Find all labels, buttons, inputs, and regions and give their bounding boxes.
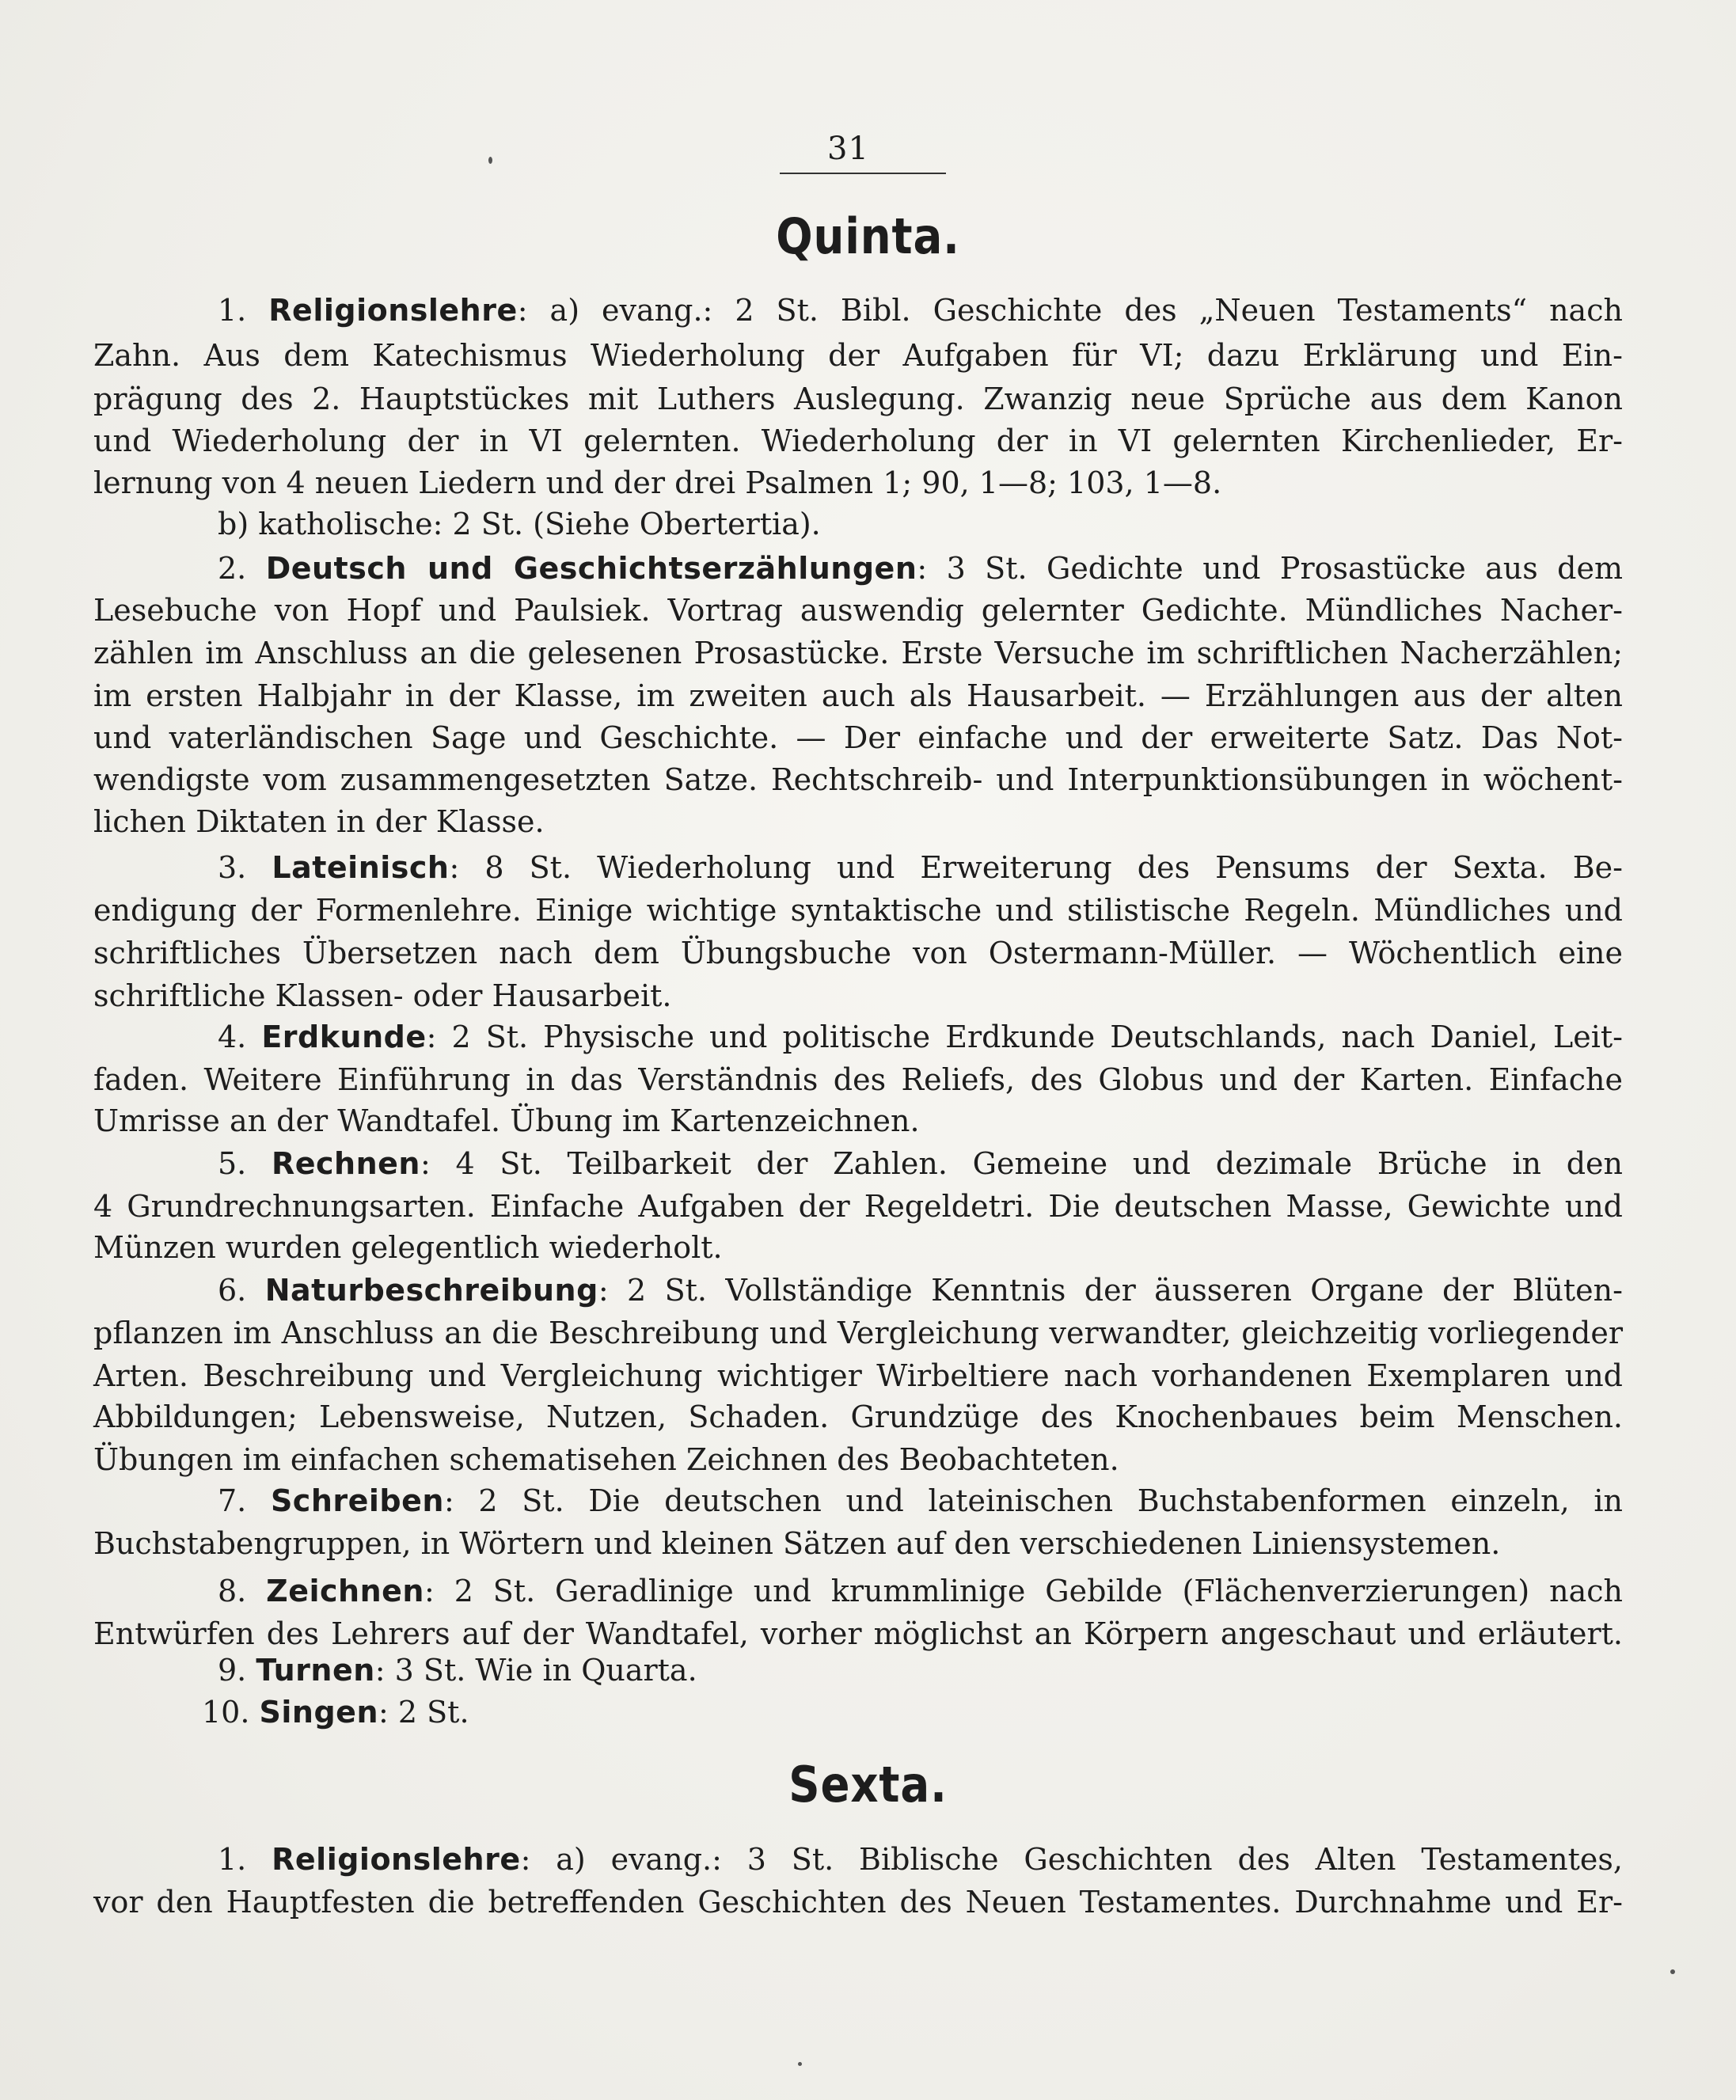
quinta-line: faden. Weitere Einführung in das Verständnis des Reliefs, des Globus und der Karten. Einfache (93, 1062, 1623, 1097)
quinta-line: Arten. Beschreibung und Vergleichung wichtiger Wirbeltiere nach vorhandenen Exemplaren und (93, 1358, 1623, 1393)
page-number: 31 (827, 131, 869, 167)
subject-deutsch: Deutsch und Geschichtserzählungen (265, 551, 917, 586)
sexta-heading: Sexta. (788, 1756, 948, 1813)
subject-zeichnen: Zeichnen (266, 1574, 424, 1608)
subject-religionslehre: Religionslehre (272, 1842, 521, 1877)
quinta-line: Münzen wurden gelegentlich wiederholt. (93, 1230, 723, 1265)
subject-naturbeschreibung: Naturbeschreibung (264, 1273, 598, 1308)
quinta-line: zählen im Anschluss an die gelesenen Prosastücke. Erste Versuche im schriftlichen Nacherzählen; (93, 636, 1623, 670)
page-number-rule (780, 173, 946, 174)
sexta-line: vor den Hauptfesten die betreffenden Geschichten des Neuen Testamentes. Durchnahme und Er- (93, 1885, 1623, 1920)
quinta-line: 9. Turnen: 3 St. Wie in Quarta. (218, 1653, 697, 1688)
quinta-line: endigung der Formenlehre. Einige wichtige syntaktische und stilistische Regeln. Mündliches und (93, 893, 1623, 928)
quinta-line: 1. Religionslehre: a) evang.: 2 St. Bibl. Geschichte des „Neuen Testaments“ nach (218, 293, 1623, 328)
quinta-line: wendigste vom zusammengesetzten Satze. Rechtschreib- und Interpunktionsübungen in wöchent- (93, 762, 1623, 797)
quinta-line: lichen Diktaten in der Klasse. (93, 804, 545, 839)
quinta-line: Entwürfen des Lehrers auf der Wandtafel, vorher möglichst an Körpern angeschaut und erläutert. (93, 1616, 1623, 1651)
quinta-line: Abbildungen; Lebensweise, Nutzen, Schaden. Grundzüge des Knochenbaues beim Menschen. (93, 1399, 1623, 1434)
quinta-heading: Quinta. (776, 207, 960, 265)
quinta-line: b) katholische: 2 St. (Siehe Obertertia). (218, 507, 821, 541)
quinta-line: 4 Grundrechnungsarten. Einfache Aufgaben der Regeldetri. Die deutschen Masse, Gewichte und (93, 1189, 1623, 1224)
quinta-line: Buchstabengruppen, in Wörtern und kleinen Sätzen auf den verschiedenen Liniensystemen. (93, 1526, 1501, 1561)
quinta-line: Umrisse an der Wandtafel. Übung im Kartenzeichnen. (93, 1103, 920, 1138)
sexta-line: 1. Religionslehre: a) evang.: 3 St. Biblische Geschichten des Alten Testamentes, (218, 1842, 1623, 1877)
subject-schreiben: Schreiben (270, 1483, 444, 1518)
subject-turnen: Turnen (256, 1653, 375, 1688)
quinta-line: und Wiederholung der in VI gelernten. Wiederholung der in VI gelernten Kirchenlieder, Er- (93, 423, 1623, 458)
quinta-line: 8. Zeichnen: 2 St. Geradlinige und krummlinige Gebilde (Flächenverzierungen) nach (218, 1574, 1623, 1608)
paper-speck (1670, 1969, 1675, 1974)
quinta-line: pflanzen im Anschluss an die Beschreibung und Vergleichung verwandter, gleichzeitig vorliegender (93, 1316, 1623, 1350)
quinta-line: Lesebuche von Hopf und Paulsiek. Vortrag auswendig gelernter Gedichte. Mündliches Nacher- (93, 593, 1623, 628)
quinta-line: 5. Rechnen: 4 St. Teilbarkeit der Zahlen. Gemeine und dezimale Brüche in den (218, 1146, 1623, 1181)
subject-rechnen: Rechnen (271, 1146, 420, 1181)
quinta-line: 6. Naturbeschreibung: 2 St. Vollständige Kenntnis der äusseren Organe der Blüten- (218, 1273, 1623, 1308)
quinta-line: Übungen im einfachen schematisehen Zeichnen des Beobachteten. (93, 1442, 1119, 1477)
quinta-line: im ersten Halbjahr in der Klasse, im zweiten auch als Hausarbeit. — Erzählungen aus der alten (93, 678, 1623, 713)
subject-erdkunde: Erdkunde (261, 1020, 427, 1054)
subject-lateinisch: Lateinisch (272, 850, 450, 885)
paper-speck (488, 157, 492, 164)
quinta-line: 4. Erdkunde: 2 St. Physische und politische Erdkunde Deutschlands, nach Daniel, Leit- (218, 1020, 1623, 1054)
paper-speck (798, 2062, 802, 2066)
quinta-line: prägung des 2. Hauptstückes mit Luthers Auslegung. Zwanzig neue Sprüche aus dem Kanon (93, 382, 1623, 416)
quinta-line: 2. Deutsch und Geschichtserzählungen: 3 St. Gedichte und Prosastücke aus dem (218, 551, 1623, 586)
quinta-line: 7. Schreiben: 2 St. Die deutschen und lateinischen Buchstabenformen einzeln, in (218, 1483, 1623, 1518)
quinta-line: 3. Lateinisch: 8 St. Wiederholung und Erweiterung des Pensums der Sexta. Be- (218, 850, 1623, 885)
quinta-line: lernung von 4 neuen Liedern und der drei Psalmen 1; 90, 1—8; 103, 1—8. (93, 465, 1222, 500)
quinta-line: schriftliche Klassen- oder Hausarbeit. (93, 978, 672, 1013)
quinta-line: 10. Singen: 2 St. (202, 1695, 469, 1730)
quinta-line: und vaterländischen Sage und Geschichte. — Der einfache und der erweiterte Satz. Das Not- (93, 720, 1623, 755)
subject-singen: Singen (259, 1695, 379, 1730)
quinta-line: schriftliches Übersetzen nach dem Übungsbuche von Ostermann-Müller. — Wöchentlich eine (93, 936, 1623, 970)
subject-religionslehre: Religionslehre (268, 293, 518, 328)
quinta-line: Zahn. Aus dem Katechismus Wiederholung der Aufgaben für VI; dazu Erklärung und Ein- (93, 338, 1623, 373)
